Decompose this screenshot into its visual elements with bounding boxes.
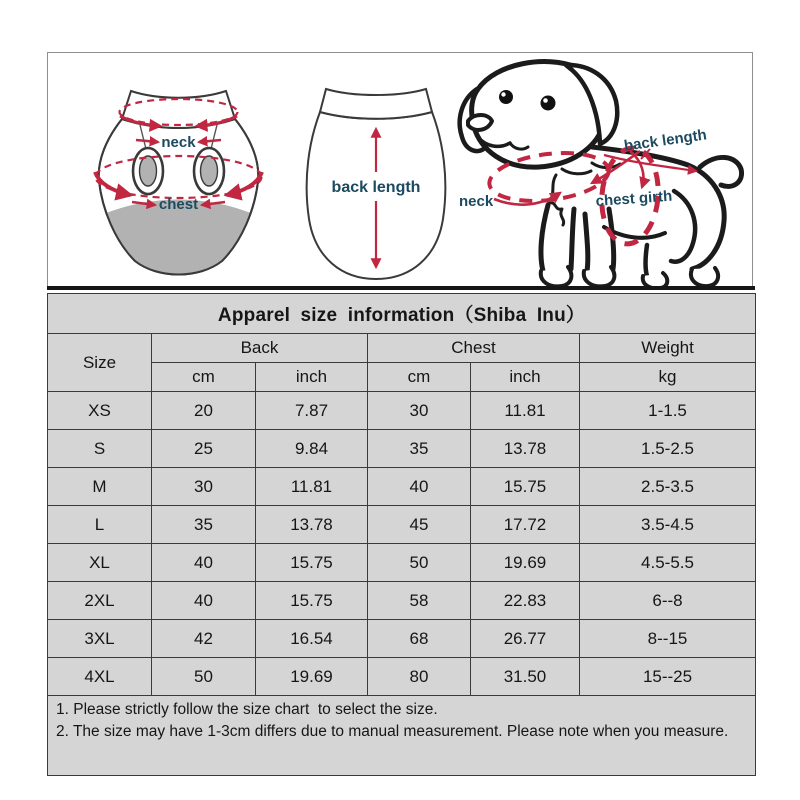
cell-weight: 3.5-4.5: [580, 506, 756, 544]
table-row: [48, 506, 756, 544]
cell-chest-inch: 22.83: [471, 582, 580, 620]
table-row: [48, 468, 756, 506]
unit-chest-cm: cm: [368, 363, 471, 392]
garment-back-collar-path: [320, 89, 432, 119]
cell-back-inch: 15.75: [256, 582, 368, 620]
dog-neck-label: neck: [459, 193, 494, 210]
cell-back-inch: 15.75: [256, 544, 368, 582]
cell-chest-cm: 45: [368, 506, 471, 544]
cell-back-inch: 16.54: [256, 620, 368, 658]
table-row: [48, 544, 756, 582]
cell-back-cm: 42: [152, 620, 256, 658]
cell-size: S: [48, 430, 152, 468]
cell-back-cm: 25: [152, 430, 256, 468]
col-header-chest: Chest: [368, 334, 580, 363]
cell-size: L: [48, 506, 152, 544]
garment-front-outline: [92, 91, 265, 285]
cell-chest-inch: 11.81: [471, 392, 580, 430]
cell-chest-inch: 15.75: [471, 468, 580, 506]
cell-weight: 1-1.5: [580, 392, 756, 430]
table-title-row: [48, 294, 756, 334]
dog-back-length-label: back length: [622, 126, 708, 155]
cell-back-inch: 13.78: [256, 506, 368, 544]
table-row: [48, 582, 756, 620]
cell-size: M: [48, 468, 152, 506]
cell-chest-inch: 19.69: [471, 544, 580, 582]
table-row: [48, 620, 756, 658]
cell-size: 4XL: [48, 658, 152, 696]
dog-chest-girth-label: chest girth: [595, 187, 673, 210]
cell-chest-cm: 68: [368, 620, 471, 658]
cell-chest-cm: 40: [368, 468, 471, 506]
table-notes-row: [48, 696, 756, 776]
table-row: [48, 392, 756, 430]
cell-chest-cm: 30: [368, 392, 471, 430]
measurement-diagram-panel: [47, 52, 753, 286]
cell-chest-cm: 80: [368, 658, 471, 696]
cell-back-cm: 20: [152, 392, 256, 430]
col-header-weight: Weight: [580, 334, 756, 363]
table-row: [48, 658, 756, 696]
cell-chest-inch: 26.77: [471, 620, 580, 658]
note-line-1: 1. Please strictly follow the size chart to select the size.: [56, 701, 438, 718]
dog-tail-path: [700, 157, 742, 186]
cell-chest-inch: 31.50: [471, 658, 580, 696]
unit-chest-inch: inch: [471, 363, 580, 392]
cell-back-cm: 30: [152, 468, 256, 506]
cell-size: XL: [48, 544, 152, 582]
unit-weight-kg: kg: [580, 363, 756, 392]
cell-back-cm: 40: [152, 582, 256, 620]
cell-size: 3XL: [48, 620, 152, 658]
garment-back-diagram: [296, 79, 456, 287]
dog-diagram: [444, 59, 749, 287]
table-header-row: [48, 334, 756, 363]
cell-back-cm: 50: [152, 658, 256, 696]
garment-front-diagram: [86, 79, 271, 285]
cell-size: XS: [48, 392, 152, 430]
col-header-back: Back: [152, 334, 368, 363]
cell-back-inch: 7.87: [256, 392, 368, 430]
col-header-size: Size: [48, 334, 152, 392]
cell-weight: 15--25: [580, 658, 756, 696]
cell-back-inch: 11.81: [256, 468, 368, 506]
cell-size: 2XL: [48, 582, 152, 620]
table-unit-row: [48, 363, 756, 392]
table-row: [48, 430, 756, 468]
notes-cell: [48, 696, 756, 776]
cell-weight: 4.5-5.5: [580, 544, 756, 582]
cell-weight: 2.5-3.5: [580, 468, 756, 506]
cell-back-inch: 9.84: [256, 430, 368, 468]
cell-back-cm: 35: [152, 506, 256, 544]
cell-chest-cm: 58: [368, 582, 471, 620]
cell-back-cm: 40: [152, 544, 256, 582]
note-line-2: 2. The size may have 1-3cm differs due to manual measurement. Please note when you measure.: [56, 723, 729, 740]
cell-chest-cm: 50: [368, 544, 471, 582]
dog-right-eye: [541, 96, 556, 111]
dog-left-eye: [499, 90, 513, 104]
cell-chest-inch: 13.78: [471, 430, 580, 468]
cell-weight: 1.5-2.5: [580, 430, 756, 468]
cell-back-inch: 19.69: [256, 658, 368, 696]
cell-chest-inch: 17.72: [471, 506, 580, 544]
dog-head: [460, 62, 618, 168]
dog-nose-path: [468, 115, 492, 130]
size-table: [47, 293, 756, 776]
table-title: Apparel size information（Shiba Inu）: [48, 294, 756, 334]
unit-back-inch: inch: [256, 363, 368, 392]
unit-back-cm: cm: [152, 363, 256, 392]
cell-weight: 8--15: [580, 620, 756, 658]
back-length-label: back length: [331, 179, 421, 196]
cell-chest-cm: 35: [368, 430, 471, 468]
panel-table-divider: [47, 286, 755, 290]
cell-weight: 6--8: [580, 582, 756, 620]
front-chest-label: chest: [158, 196, 199, 213]
front-neck-label: neck: [161, 134, 196, 151]
